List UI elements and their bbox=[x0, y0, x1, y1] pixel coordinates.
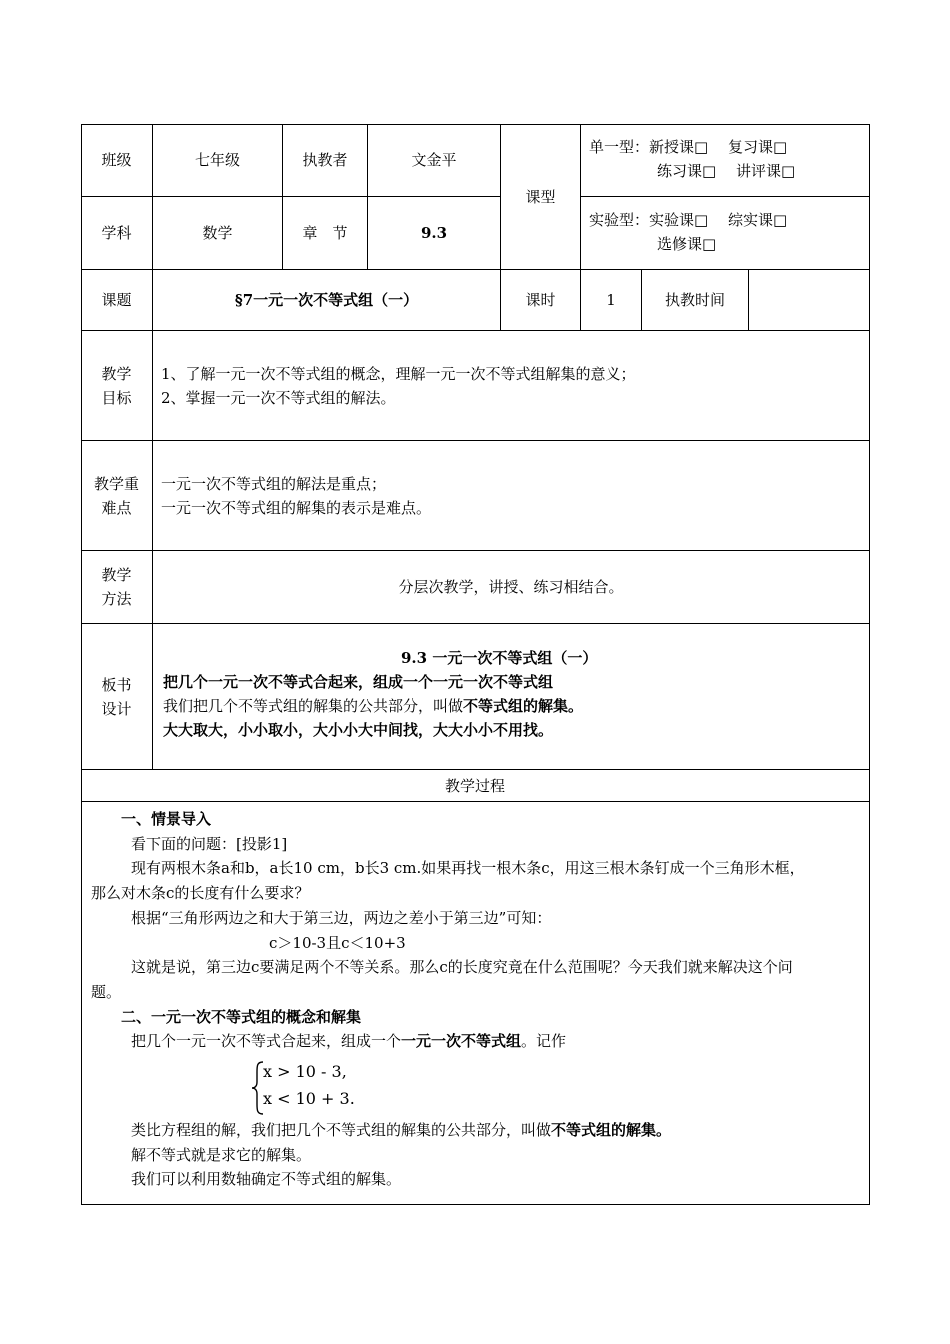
board-line-2 bbox=[163, 694, 869, 718]
key-points-label-line2: 难点 bbox=[101, 498, 132, 517]
experiment-type-cell bbox=[581, 197, 870, 270]
process-p2: 现有两根木条a和b，a长10 cm，b长3 cm.如果再找一根木条c，用这三根木条钉成一个三角形木框， bbox=[131, 859, 805, 878]
board-line-3: 大大取大，小小取小，大小小大中间找，大大小小不用找。 bbox=[163, 721, 554, 739]
exp-type-line2: 选修课□ bbox=[657, 235, 717, 253]
process-p3: 根据“三角形两边之和大于第三边，两边之差小于第三边”可知： bbox=[131, 908, 552, 927]
hours-label: 课时 bbox=[501, 270, 581, 331]
process-p7-text: 类比方程组的解，我们把几个不等式组的解集的公共部分，叫做 bbox=[131, 1121, 552, 1140]
teaching-time-label: 执教时间 bbox=[642, 270, 749, 331]
exp-type-line1: 实验型：实验课□ 综实课□ bbox=[589, 211, 788, 229]
process-content bbox=[81, 802, 870, 1205]
methods-label bbox=[81, 551, 153, 624]
inequality-lines bbox=[263, 1058, 355, 1112]
board-line-1-text: 把几个一元一次不等式合起来，组成一个 bbox=[163, 673, 434, 691]
goal-line-2: 2、掌握一元一次不等式组的解法。 bbox=[161, 388, 396, 407]
single-type-line1: 单一型：新授课□ 复习课□ bbox=[589, 138, 788, 156]
process-p6-term: 一元一次不等式组 bbox=[401, 1032, 522, 1051]
process-p6-tail: 。记作 bbox=[521, 1032, 567, 1051]
process-p2-cont: 那么对木条c的长度有什么要求？ bbox=[91, 884, 310, 903]
process-p5-cont: 题。 bbox=[91, 982, 122, 1001]
process-p1: 看下面的问题：[投影1] bbox=[131, 834, 288, 853]
class-value: 七年级 bbox=[153, 124, 283, 197]
section-2-title: 二、一元一次不等式组的概念和解集 bbox=[121, 1007, 362, 1026]
key-points-content bbox=[153, 441, 870, 551]
inequality-line-2: x < 10 + 3. bbox=[263, 1089, 355, 1109]
process-p8: 解不等式就是求它的解集。 bbox=[131, 1145, 312, 1164]
process-p5: 这就是说，第三边c要满足两个不等关系。那么c的长度究竟在什么范围呢？今天我们就来解决这个问 bbox=[131, 958, 793, 977]
board-label-line1: 板书 bbox=[101, 675, 132, 694]
inequality-line-1: x > 10 - 3, bbox=[263, 1062, 347, 1082]
board-title: 9.3 一元一次不等式组（一） bbox=[401, 649, 598, 667]
teacher-label: 执教者 bbox=[283, 124, 368, 197]
process-p6 bbox=[91, 1029, 862, 1054]
board-line-2-term: 不等式组的解集。 bbox=[463, 697, 584, 715]
goals-label bbox=[81, 331, 153, 441]
methods-label-line1: 教学 bbox=[101, 566, 132, 584]
board-line-1 bbox=[163, 670, 869, 694]
key-point-line-2: 一元一次不等式组的解集的表示是难点。 bbox=[161, 498, 432, 517]
key-points-label bbox=[81, 441, 153, 551]
inequality-system bbox=[249, 1054, 862, 1118]
teaching-time-value bbox=[749, 270, 870, 331]
board-content bbox=[153, 624, 870, 770]
methods-content: 分层次教学，讲授、练习相结合。 bbox=[153, 551, 870, 624]
subject-label: 学科 bbox=[81, 197, 153, 270]
goals-content bbox=[153, 331, 870, 441]
goals-label-line2: 目标 bbox=[101, 388, 132, 407]
process-header: 教学过程 bbox=[81, 770, 870, 802]
key-points-label-line1: 教学重 bbox=[93, 474, 139, 493]
process-p7 bbox=[91, 1118, 862, 1143]
board-label bbox=[81, 624, 153, 770]
key-point-line-1: 一元一次不等式组的解法是重点； bbox=[161, 474, 387, 493]
topic-value: §7一元一次不等式组（一） bbox=[153, 270, 501, 331]
process-p6-text: 把几个一元一次不等式合起来，组成一个 bbox=[131, 1032, 402, 1051]
topic-label: 课题 bbox=[81, 270, 153, 331]
board-label-line2: 设计 bbox=[101, 699, 132, 718]
lesson-plan-table bbox=[81, 124, 870, 1205]
methods-label-line2: 方法 bbox=[101, 590, 132, 608]
goal-line-1: 1、了解一元一次不等式组的概念，理解一元一次不等式组解集的意义； bbox=[161, 364, 636, 383]
goals-label-line1: 教学 bbox=[101, 364, 132, 383]
single-type-line2: 练习课□ 讲评课□ bbox=[657, 162, 796, 180]
section-1-title: 一、情景导入 bbox=[121, 810, 212, 828]
board-line-1-term: 一元一次不等式组 bbox=[433, 673, 554, 691]
process-p4: c＞10-3且c＜10+3 bbox=[269, 933, 406, 952]
teacher-value: 文金平 bbox=[368, 124, 501, 197]
chapter-value: 9.3 bbox=[368, 197, 501, 270]
lesson-type-label: 课型 bbox=[501, 124, 581, 270]
hours-value: 1 bbox=[581, 270, 642, 331]
board-line-2-text: 我们把几个不等式组的解集的公共部分，叫做 bbox=[163, 697, 464, 715]
subject-value: 数学 bbox=[153, 197, 283, 270]
class-label: 班级 bbox=[81, 124, 153, 197]
process-p7-term: 不等式组的解集。 bbox=[551, 1121, 672, 1140]
process-p9: 我们可以利用数轴确定不等式组的解集。 bbox=[131, 1170, 402, 1189]
single-type-cell bbox=[581, 124, 870, 197]
chapter-label: 章 节 bbox=[283, 197, 368, 270]
